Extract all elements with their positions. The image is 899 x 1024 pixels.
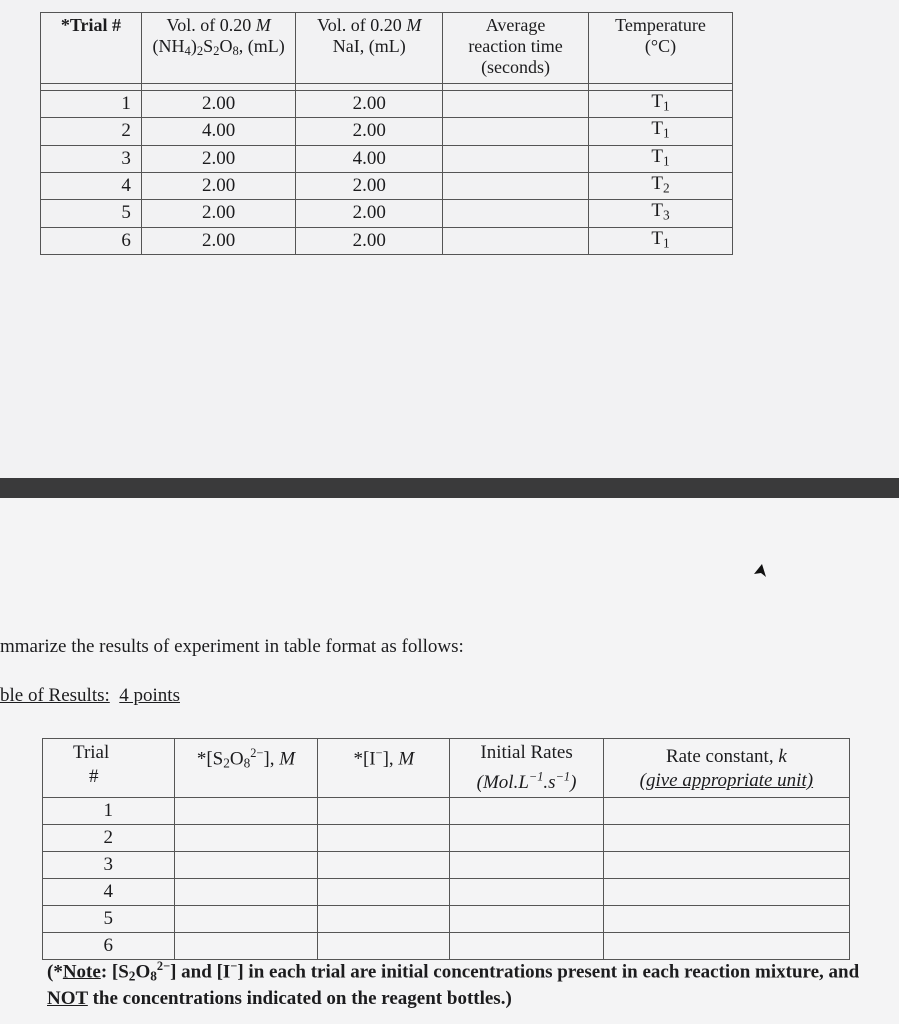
results-empty-cell[interactable] bbox=[318, 879, 450, 906]
header-persulfate-line1: Vol. of 0.20 M bbox=[166, 15, 271, 35]
results-empty-cell[interactable] bbox=[174, 798, 318, 825]
results-empty-cell[interactable] bbox=[603, 852, 849, 879]
header-persulfate-volume bbox=[141, 13, 296, 84]
results-trial-line1: Trial bbox=[73, 742, 110, 763]
temperature-cell: $T_1$ bbox=[589, 118, 733, 145]
results-table-row bbox=[43, 825, 850, 852]
results-header-row bbox=[43, 739, 850, 798]
reaction-table-row bbox=[41, 227, 733, 254]
iodide-volume-cell: 4.00 bbox=[296, 145, 443, 172]
temperature-cell: $T_1$ bbox=[589, 227, 733, 254]
points-label: 4 points bbox=[119, 685, 180, 706]
trial-cell: 6 bbox=[41, 227, 142, 254]
persulfate-volume-cell: 4.00 bbox=[141, 118, 296, 145]
results-trial-cell: 1 bbox=[43, 798, 175, 825]
reaction-mixture-table bbox=[40, 12, 733, 255]
results-empty-cell[interactable] bbox=[174, 852, 318, 879]
results-header-trial bbox=[43, 739, 175, 798]
trial-cell: 1 bbox=[41, 91, 142, 118]
results-k-line1: Rate constant, k bbox=[665, 746, 787, 767]
results-table-row bbox=[43, 798, 850, 825]
header-avg-line2: reaction time bbox=[468, 36, 563, 56]
note-line1: (*Note: $[S_2O_8^{2-}]$ and [I−] in each trial are initial concentrations present in each reaction mixture, and bbox=[47, 959, 860, 984]
results-empty-cell[interactable] bbox=[318, 798, 450, 825]
results-empty-cell[interactable] bbox=[318, 852, 450, 879]
reaction-table-row bbox=[41, 145, 733, 172]
header-trial: *Trial # bbox=[41, 13, 142, 84]
average-time-cell bbox=[443, 227, 589, 254]
persulfate-volume-cell: 2.00 bbox=[141, 145, 296, 172]
results-rates-line1: Initial Rates bbox=[480, 742, 573, 763]
results-trial-cell: 4 bbox=[43, 879, 175, 906]
header-average-time bbox=[443, 13, 589, 84]
trial-cell: 2 bbox=[41, 118, 142, 145]
results-table-row bbox=[43, 852, 850, 879]
trial-cell: 5 bbox=[41, 200, 142, 227]
iodide-volume-cell: 2.00 bbox=[296, 91, 443, 118]
reaction-table-row bbox=[41, 91, 733, 118]
reaction-table-row bbox=[41, 118, 733, 145]
header-temp-line1: Temperature bbox=[615, 15, 706, 35]
iodide-volume-cell: 2.00 bbox=[296, 172, 443, 199]
temperature-cell: $T_3$ bbox=[589, 200, 733, 227]
note-line2: NOT the concentrations indicated on the reagent bottles.) bbox=[47, 987, 512, 1009]
results-empty-cell[interactable] bbox=[450, 798, 603, 825]
results-empty-cell[interactable] bbox=[450, 906, 603, 933]
results-empty-cell[interactable] bbox=[174, 825, 318, 852]
iodide-volume-cell: 2.00 bbox=[296, 227, 443, 254]
results-empty-cell[interactable] bbox=[450, 852, 603, 879]
results-empty-cell[interactable] bbox=[603, 798, 849, 825]
results-header-initial-rates bbox=[450, 739, 603, 798]
iodide-volume-cell: 2.00 bbox=[296, 118, 443, 145]
results-trial-line2: # bbox=[89, 766, 99, 787]
results-empty-cell[interactable] bbox=[174, 906, 318, 933]
temperature-cell: $T_1$ bbox=[589, 145, 733, 172]
trial-cell: 4 bbox=[41, 172, 142, 199]
results-k-line2: (give appropriate unit) bbox=[639, 770, 814, 791]
concentration-note bbox=[47, 955, 892, 1010]
temperature-cell: $T_1$ bbox=[589, 91, 733, 118]
results-empty-cell[interactable] bbox=[603, 906, 849, 933]
summarize-instruction: mmarize the results of experiment in table format as follows: bbox=[0, 636, 464, 657]
results-empty-cell[interactable] bbox=[450, 879, 603, 906]
persulfate-volume-cell: 2.00 bbox=[141, 200, 296, 227]
results-table bbox=[42, 738, 850, 960]
persulfate-volume-cell: 2.00 bbox=[141, 91, 296, 118]
iodide-volume-cell: 2.00 bbox=[296, 200, 443, 227]
results-empty-cell[interactable] bbox=[318, 825, 450, 852]
header-avg-line1: Average bbox=[485, 15, 546, 35]
results-table-row bbox=[43, 879, 850, 906]
persulfate-volume-cell: 2.00 bbox=[141, 227, 296, 254]
results-trial-cell: 3 bbox=[43, 852, 175, 879]
reaction-table-body bbox=[41, 91, 733, 255]
header-temp-line2: (°C) bbox=[644, 36, 677, 56]
average-time-cell bbox=[443, 200, 589, 227]
average-time-cell bbox=[443, 145, 589, 172]
average-time-cell bbox=[443, 172, 589, 199]
trial-cell: 3 bbox=[41, 145, 142, 172]
header-temperature bbox=[589, 13, 733, 84]
results-header-persulfate-conc: $*[S_2O_8^{2-}]$, M bbox=[174, 739, 318, 798]
header-persulfate-line2: $(NH_4)_2S_2O_8$, (mL) bbox=[152, 36, 285, 59]
results-trial-cell: 2 bbox=[43, 825, 175, 852]
temperature-cell: $T_2$ bbox=[589, 172, 733, 199]
persulfate-volume-cell: 2.00 bbox=[141, 172, 296, 199]
results-rates-line2: $(Mol.L^{-1}.s^{-1})$ bbox=[476, 770, 577, 794]
results-table-label-text: ble of Results: bbox=[0, 685, 110, 706]
screen-divider-bar bbox=[0, 478, 899, 498]
results-header-rate-constant bbox=[603, 739, 849, 798]
results-empty-cell[interactable] bbox=[318, 906, 450, 933]
header-iodide-line1: Vol. of 0.20 M bbox=[317, 15, 422, 35]
average-time-cell bbox=[443, 118, 589, 145]
results-trial-cell: 6 bbox=[43, 933, 175, 960]
results-header-iodide-conc: *[I−], M bbox=[318, 739, 450, 798]
reaction-table-row bbox=[41, 200, 733, 227]
header-avg-line3: (seconds) bbox=[481, 57, 551, 77]
header-iodide-volume bbox=[296, 13, 443, 84]
results-table-row bbox=[43, 906, 850, 933]
results-empty-cell[interactable] bbox=[174, 879, 318, 906]
header-row bbox=[41, 13, 733, 84]
results-empty-cell[interactable] bbox=[450, 825, 603, 852]
spacer-row bbox=[41, 84, 733, 91]
header-iodide-line2: NaI, (mL) bbox=[332, 36, 406, 56]
results-trial-cell: 5 bbox=[43, 906, 175, 933]
results-table-body bbox=[43, 798, 850, 960]
mouse-pointer-icon bbox=[752, 561, 768, 581]
results-table-label bbox=[0, 685, 180, 707]
results-empty-cell[interactable] bbox=[603, 825, 849, 852]
reaction-table-row bbox=[41, 172, 733, 199]
results-empty-cell[interactable] bbox=[603, 879, 849, 906]
average-time-cell bbox=[443, 91, 589, 118]
